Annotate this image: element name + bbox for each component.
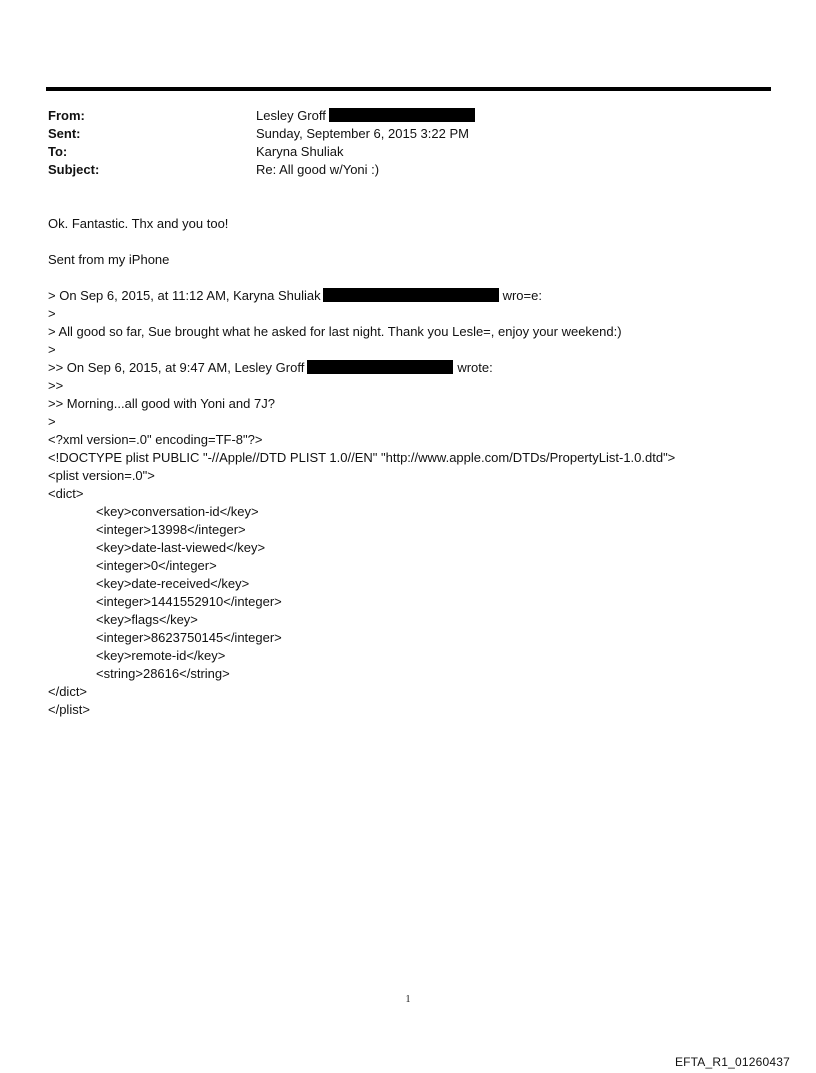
plist-entry: <integer>0</integer> <box>96 558 217 573</box>
email-body <box>48 215 675 719</box>
header-divider <box>46 87 771 91</box>
sent-value: Sunday, September 6, 2015 3:22 PM <box>256 126 469 141</box>
plist-entry: <integer>1441552910</integer> <box>96 594 282 609</box>
signature-text: Sent from my iPhone <box>48 252 170 267</box>
subject-label: Subject: <box>48 162 100 177</box>
plist-entry: <key>date-received</key> <box>96 576 250 591</box>
from-value <box>256 107 475 125</box>
plist-xml-declaration: <?xml version=.0" encoding=TF-8"?> <box>48 432 263 447</box>
plist-entry: <key>date-last-viewed</key> <box>96 540 266 555</box>
quoted-header-1-suffix: wro=e: <box>502 288 542 303</box>
redaction-bar <box>307 360 453 374</box>
quoted-header-1 <box>48 287 675 305</box>
plist-doctype: <!DOCTYPE plist PUBLIC "-//Apple//DTD PLIST 1.0//EN" "http://www.apple.com/DTDs/PropertyList-1.0.dtd"> <box>48 450 676 465</box>
quote-marker: > <box>48 414 56 429</box>
quoted-text-1: > All good so far, Sue brought what he asked for last night. Thank you Lesle=, enjoy your weekend:) <box>48 324 622 339</box>
from-name: Lesley Groff <box>256 108 326 123</box>
quote-marker: > <box>48 306 56 321</box>
plist-open-tag: <plist version=.0"> <box>48 468 155 483</box>
to-value: Karyna Shuliak <box>256 144 344 159</box>
sent-label: Sent: <box>48 126 81 141</box>
plist-entry: <integer>8623750145</integer> <box>96 630 282 645</box>
document-id: EFTA_R1_01260437 <box>674 1055 790 1069</box>
plist-entry: <key>flags</key> <box>96 612 198 627</box>
plist-close-tag: </plist> <box>48 702 90 717</box>
subject-value: Re: All good w/Yoni :) <box>256 162 380 177</box>
dict-open-tag: <dict> <box>48 486 84 501</box>
quoted-header-2 <box>48 359 675 377</box>
plist-entry: <integer>13998</integer> <box>96 522 246 537</box>
quote-marker: >> <box>48 378 64 393</box>
quoted-header-2-suffix: wrote: <box>457 360 493 375</box>
quoted-text-2: >> Morning...all good with Yoni and 7J? <box>48 396 275 411</box>
page-number: 1 <box>405 994 411 1005</box>
from-label: From: <box>48 108 85 123</box>
plist-entry: <string>28616</string> <box>96 666 230 681</box>
redaction-bar <box>323 288 499 302</box>
quoted-header-2-prefix: >> On Sep 6, 2015, at 9:47 AM, Lesley Groff <box>48 360 305 375</box>
quote-marker: > <box>48 342 56 357</box>
to-label: To: <box>48 144 68 159</box>
reply-text: Ok. Fantastic. Thx and you too! <box>48 216 229 231</box>
quoted-header-1-prefix: > On Sep 6, 2015, at 11:12 AM, Karyna Shuliak <box>48 288 321 303</box>
plist-entry: <key>remote-id</key> <box>96 648 226 663</box>
dict-close-tag: </dict> <box>48 684 88 699</box>
redaction-bar <box>329 108 475 122</box>
plist-entry: <key>conversation-id</key> <box>96 504 259 519</box>
